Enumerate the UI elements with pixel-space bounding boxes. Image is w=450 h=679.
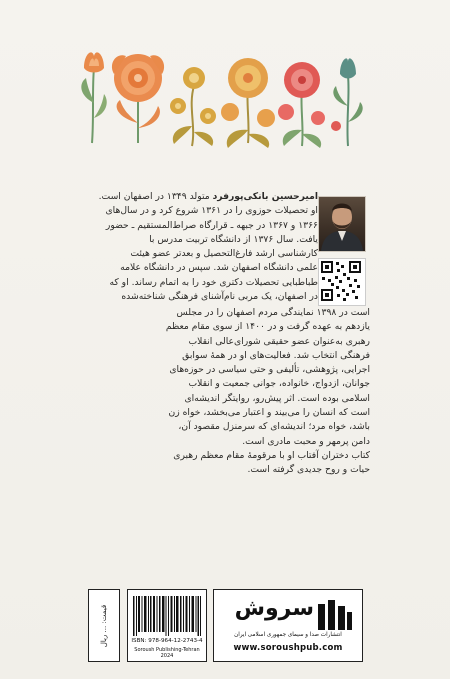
bio-line-19: کتاب دختران آفتاب او با مرقومهٔ مقام معظم رهبری — [173, 449, 370, 461]
bio-line-5: کارشناسی ارشد فارغ‌التحصیل و بعدتر عضو هیئت — [130, 248, 318, 260]
bio-line-11: رهبری به‌عنوان عضو حقیقی شورای‌عالی انقلاب — [188, 335, 370, 347]
bio-line-9: است در ۱۳۹۸ نمایندگی مردم اصفهان را در مجلس — [176, 307, 370, 318]
author-bio-top — [80, 190, 370, 304]
publisher-box — [213, 589, 363, 662]
bio-line-1: امیرحسین بانکی‌پورفرد متولد ۱۳۴۹ در اصفهان است. — [98, 191, 318, 202]
flower-gold-large — [221, 58, 275, 148]
bio-line-7: طباطبایی تحصیلات دکتری خود را به اتمام رساند. او که — [109, 276, 318, 288]
bio-line-13: اجرایی، پژوهشی، تألیفی و حتی سیاسی در حوزه‌های — [169, 364, 370, 376]
isbn-number: ISBN: 978-964-12-2743-4 — [131, 638, 203, 644]
imprint-line: Soroush Publishing-Tehran 2024 — [134, 647, 200, 659]
publisher-name: سروش — [234, 596, 314, 621]
bio-line-3: ۱۳۶۶ و ۱۳۶۷ در جبهه ـ قرارگاه صراط‌المستقیم ـ حضور — [105, 219, 318, 231]
publisher-url[interactable]: www.soroushpub.com — [233, 643, 343, 653]
price-label: قیمت: ... ریال — [100, 604, 108, 647]
barcode-box — [127, 589, 207, 662]
bio-line-8: در اصفهان، یک مربی نام‌آشنای فرهنگی شناخته‌شده — [121, 291, 318, 303]
bio-line-15: اسلامی بوده است. اثر پیش‌رو، روایتگر اندیشه‌ای — [184, 392, 370, 404]
bio-line-12: فرهنگی انتخاب شد. فعالیت‌های او در همهٔ سوابق — [182, 349, 370, 361]
bio-line-2: او تحصیلات حوزوی را در ۱۳۶۱ شروع کرد و در سال‌های — [105, 205, 318, 217]
bio-line-14: جوانان، ازدواج، خانواده، جوانی جمعیت و انقلاب — [188, 378, 370, 390]
tulip-right — [331, 58, 363, 146]
bio-line-18: دامن پرمهر و محبت مادری است. — [242, 435, 370, 447]
bio-line-4: یافت. سال ۱۳۷۶ از دانشگاه تربیت مدرس با — [149, 233, 318, 245]
flower-ornament-icon — [70, 48, 375, 148]
bio-line-17: باشد، خواه مرد؛ اندیشه‌ای که سرمنزل مقصود آن، — [178, 421, 370, 433]
bio-line-6: علمی دانشگاه اصفهان شد. سپس در دانشگاه علامه — [120, 262, 318, 274]
bio-line-16: است که انسان را می‌بیند و اعتبار می‌بخشد، خواه زن — [168, 407, 370, 419]
tulip-left — [81, 52, 106, 143]
barcode-icon — [133, 596, 201, 636]
bio-line-10: یازدهم به عهده گرفت و در ۱۴۰۰ از سوی مقام معظم — [165, 321, 370, 333]
bio-line-20: حیات و روح جدیدی گرفته است. — [247, 464, 370, 476]
carnation-red — [278, 62, 325, 148]
rose-orange — [112, 54, 164, 143]
flower-gold-branch — [170, 67, 216, 146]
publisher-description: انتشارات صدا و سیمای جمهوری اسلامی ایران — [234, 632, 342, 638]
author-name: امیرحسین بانکی‌پورفرد — [212, 191, 318, 202]
author-bio-rest — [80, 306, 370, 478]
soroush-logo-icon — [318, 600, 352, 630]
price-box — [88, 589, 120, 662]
